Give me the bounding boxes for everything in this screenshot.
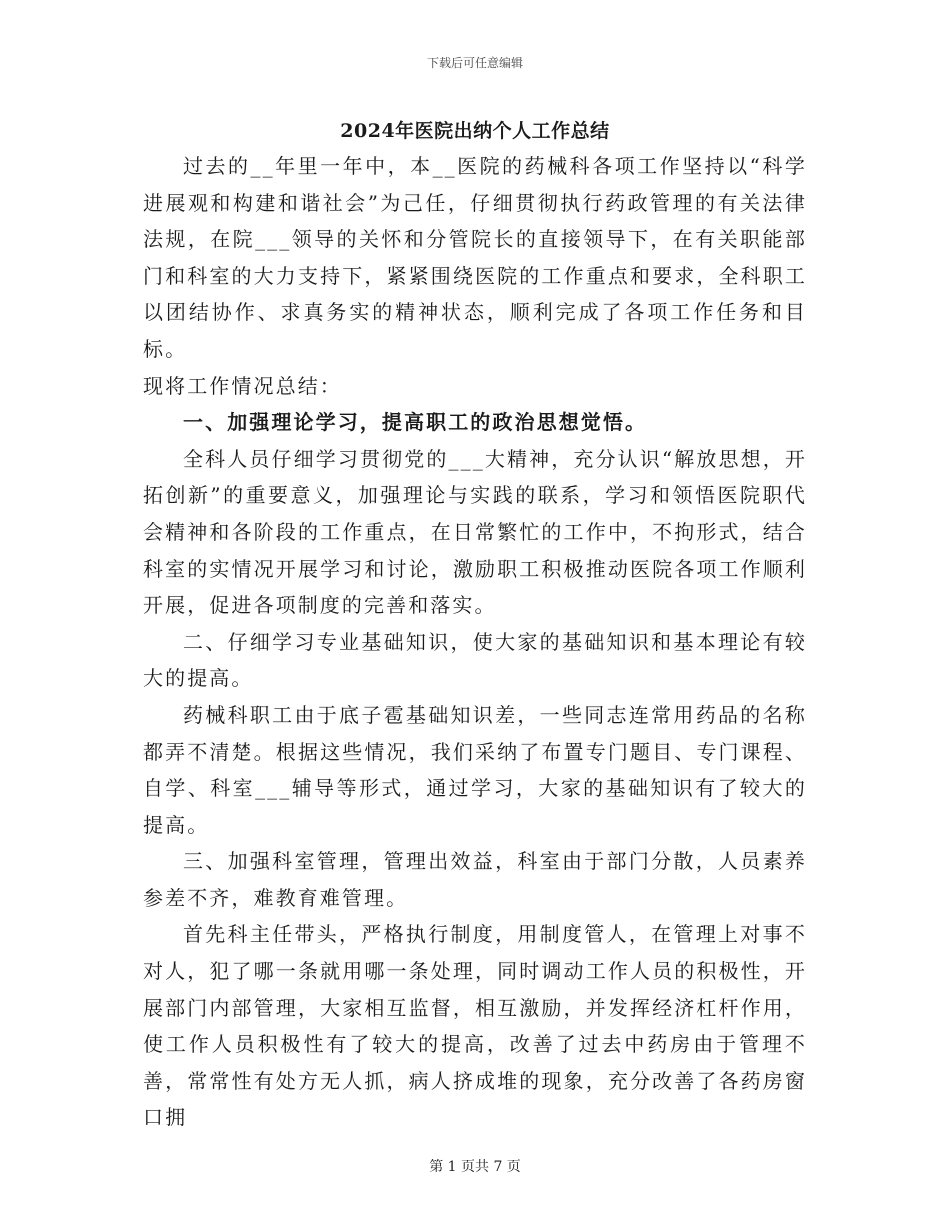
paragraph-section-3: 首先科主任带头，严格执行制度，用制度管人，在管理上对事不对人，犯了哪一条就用哪一条处理，同时调动工作人员的积极性，开展部门内部管理，大家相互监督，相互激励，并发挥经济杠杆作用，使工作人员积极性有了较大的提高，改善了过去中药房由于管理不善，常常性有处方无人抓，病人挤成堆的现象，充分改善了各药房窗口拥 xyxy=(143,922,807,1130)
document-title: 2024年医院出纳个人工作总结 xyxy=(340,120,610,142)
section-heading-1: 一、加强理论学习，提高职工的政治思想觉悟。 xyxy=(183,410,648,435)
page-footer: 第 1 页共 7 页 xyxy=(429,1159,521,1175)
paragraph-summary-lead: 现将工作情况总结： xyxy=(143,373,342,398)
paragraph-section-1: 全科人员仔细学习贯彻党的___大精神，充分认识“解放思想，开拓创新”的重要意义，加强理论与实践的联系，学习和领悟医院职代会精神和各阶段的工作重点，在日常繁忙的工作中，不拘形式，结合科室的实情况开展学习和讨论，激励职工积极推动医院各项工作顺利开展，促进各项制度的完善和落实。 xyxy=(143,446,807,618)
section-heading-3: 三、加强科室管理，管理出效益，科室由于部门分散，人员素养参差不齐，难教育难管理。 xyxy=(143,849,807,910)
paragraph-intro: 过去的__年里一年中，本__医院的药械科各项工作坚持以“科学进展观和构建和谐社会”为己任，仔细贯彻执行药政管理的有关法律法规，在院___领导的关怀和分管院长的直接领导下，在有关职能部门和科室的大力支持下，紧紧围绕医院的工作重点和要求，全科职工以团结协作、求真务实的精神状态，顺利完成了各项工作任务和目标。 xyxy=(143,154,807,361)
paragraph-section-2: 药械科职工由于底子雹基础知识差，一些同志连常用药品的名称都弄不清楚。根据这些情况，我们采纳了布置专门题目、专门课程、自学、科室___辅导等形式，通过学习，大家的基础知识有了较大的提高。 xyxy=(143,702,807,837)
document-body xyxy=(143,148,807,1136)
header-note: 下载后可任意编辑 xyxy=(426,56,523,70)
section-heading-2: 二、仔细学习专业基础知识，使大家的基础知识和基本理论有较大的提高。 xyxy=(143,629,807,691)
